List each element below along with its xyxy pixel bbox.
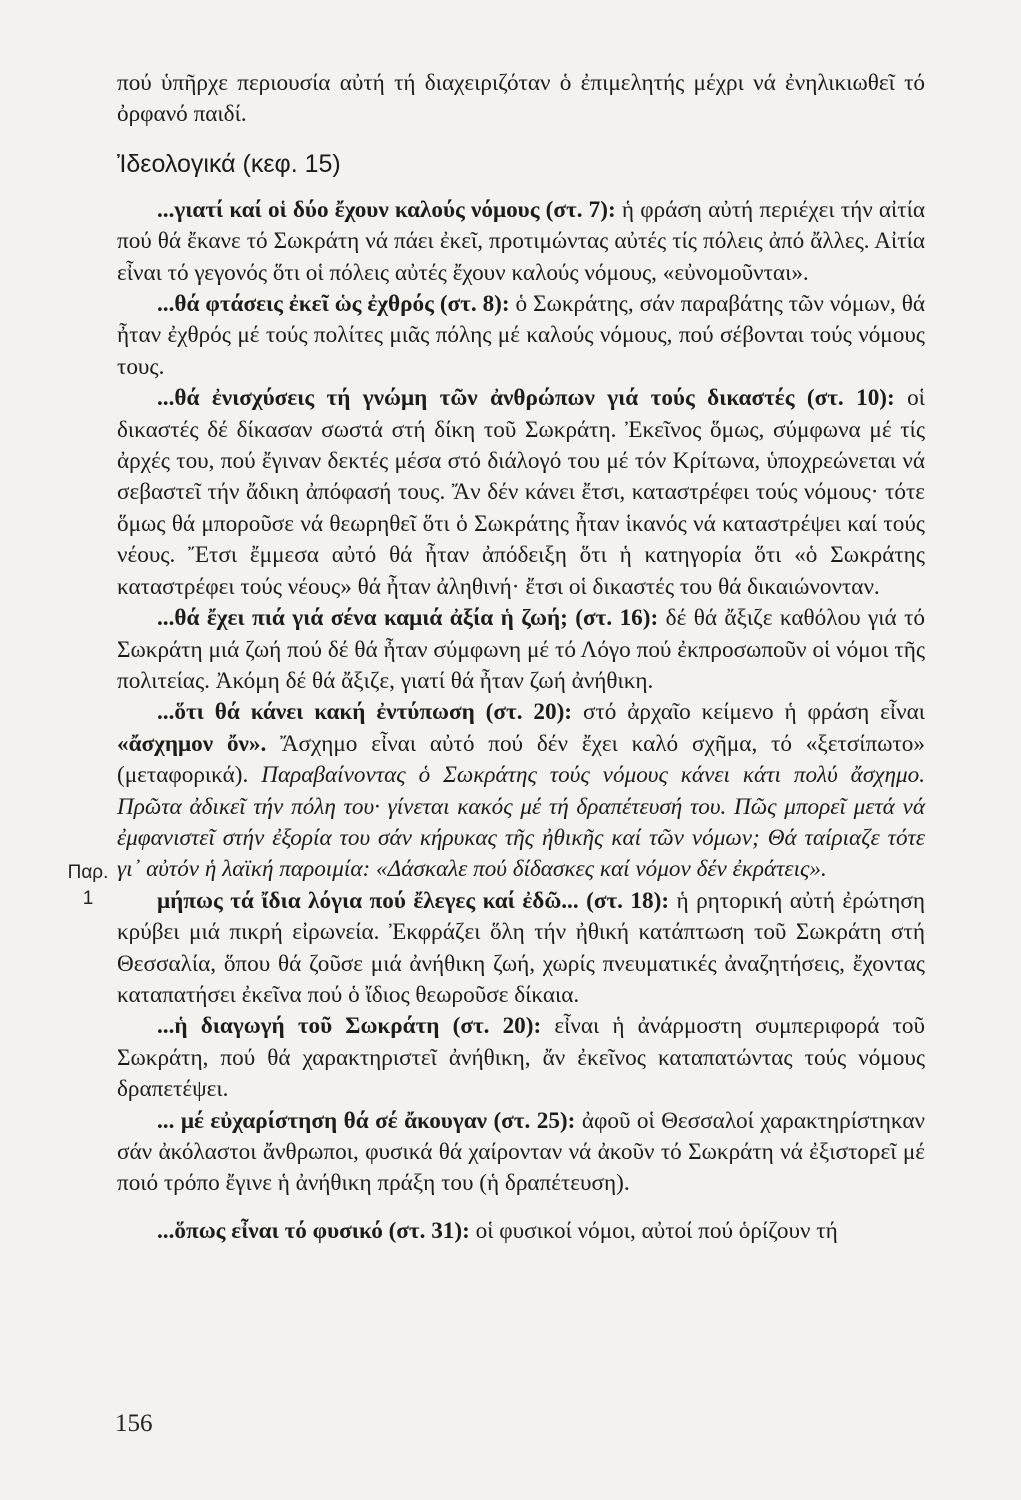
entry-paragraph (117, 697, 925, 885)
page-number: 156 (115, 1410, 153, 1437)
entry-term: ...γιατί καί οἱ δύο ἔχουν καλούς νόμους (στ. 7): (157, 196, 616, 223)
margin-note-label: Παρ. (67, 862, 109, 883)
entry-text: οἱ δικαστές δέ δίκασαν σωστά στή δίκη τοῦ Σωκράτη. Ἐκεῖνος ὅμως, σύμφωνα μέ τίς ἀρχές του, πού ἔγιναν δεκτές μέσα στό διάλογό του μέ τόν Κρίτωνα, ὑποχρεώνεται νά σεβαστεῖ τήν ἄδικη ἀπόφασή τους. Ἄν δέν κάνει ἔτσι, καταστρέφει τούς νόμους· τότε ὅμως θά μποροῦσε νά θεωρηθεῖ ὅτι ὁ Σωκράτης ἦταν ἱκανός νά καταστρέψει καί τούς νέους. Ἔτσι ἔμμεσα αὐτό θά ἦταν ἀπόδειξη ὅτι ἡ κατηγορία ὅτι «ὁ Σωκράτης καταστρέφει τούς νέους» θά ἦταν ἀληθινή· ἔτσι οἱ δικαστές του θά δικαιώνονταν. (117, 385, 925, 600)
entry-text: οἱ φυσικοί νόμοι, αὐτοί πού ὁρίζουν τή (469, 1217, 838, 1244)
entry-text: ἀφοῦ οἱ Θεσσαλοί χαρακτηρίστηκαν σάν ἀκόλαστοι ἄνθρωποι, φυσικά θά χαίρονταν νά ἀκοῦν τό Σωκράτη νά ἐξιστορεῖ μέ ποιό τρόπο ἔγινε ἡ ἀνήθικη πράξη του (ἡ δραπέτευση). (117, 1107, 925, 1197)
entry-text: δέ θά ἄξιζε καθόλου γιά τό Σωκράτη μιά ζωή πού δέ θά ἦταν σύμφωνη μέ τό Λόγο πού ἐκπροσωποῦν οἱ νόμοι τῆς πολιτείας. Ἀκόμη δέ θά ἄξιζε, γιατί θά ἦταν ζωή ἀνήθικη. (117, 605, 925, 694)
entry-term: ...ὅπως εἶναι τό φυσικό (στ. 31): (157, 1217, 470, 1244)
entry-term: ...ὅτι θά κάνει κακή ἐντύπωση (στ. 20): (157, 699, 573, 726)
entry-text-continued: Ἄσχημο εἶναι αὐτό πού δέν ἔχει καλό σχῆμα, τό «ξετσίπωτο» (μεταφορικά). (117, 730, 925, 789)
entry-term: ...ἡ διαγωγή τοῦ Σωκράτη (στ. 20): (157, 1013, 542, 1040)
continuation-paragraph: πού ὑπῆρχε περιουσία αὐτή τή διαχειριζόταν ὁ ἐπιμελητής μέχρι νά ἐνηλικιωθεῖ τό ὀρφανό παιδί. (117, 70, 925, 128)
entry-text: ὁ Σωκράτης, σάν παραβάτης τῶν νόμων, θά ἦταν ἐχθρός μέ τούς πολίτες μιᾶς πόλης μέ καλούς νόμους, πού σέβονται τούς νόμους τους. (117, 291, 925, 380)
entry-term: ... μέ εὐχαρίστηση θά σέ ἄκουγαν (στ. 25): (157, 1107, 576, 1134)
entry-paragraph (117, 289, 925, 383)
margin-note (64, 860, 112, 912)
entry-term-quote: «ἄσχημον ὄν». (117, 730, 267, 757)
entry-italic-text: Παραβαίνοντας ὁ Σωκράτης τούς νόμους κάνει κάτι πολύ ἄσχημο. Πρῶτα ἀδικεῖ τήν πόλη του· γίνεται κακός μέ τή δραπέτευσή του. Πῶς μπορεῖ μετά νά ἐμφανιστεῖ στήν ἐξορία του σάν κήρυκας τῆς ἠθικῆς καί τῶν νόμων; Θά ταίριαζε τότε γι᾽ αὐτόν ἡ λαϊκή παροιμία: «Δάσκαλε πού δίδασκες καί νόμον δέν ἐκράτεις». (117, 762, 925, 883)
entry-term: ...θά φτάσεις ἐκεῖ ὡς ἐχθρός (στ. 8): (157, 291, 510, 318)
entry-paragraph (117, 1106, 925, 1200)
entry-term: ...θά ἐνισχύσεις τή γνώμη τῶν ἀνθρώπων γιά τούς δικαστές (στ. 10): (157, 385, 895, 412)
entry-paragraph (117, 383, 925, 603)
entry-term: ...θά ἔχει πιά γιά σένα καμιά ἀξία ἡ ζωή; (στ. 16): (157, 605, 659, 632)
entry-text: στό ἀρχαῖο κείμενο ἡ φράση εἶναι (572, 699, 925, 726)
entry-paragraph (117, 1216, 925, 1247)
entry-text: ἡ φράση αὐτή περιέχει τήν αἰτία πού θά ἔκανε τό Σωκράτη νά πάει ἐκεῖ, προτιμώντας αὐτές τίς πόλεις ἀπό ἄλλες. Αἰτία εἶναι τό γεγονός ὅτι οἱ πόλεις αὐτές ἔχουν καλούς νόμους, «εὐνομοῦνται». (117, 196, 925, 286)
body-text (117, 68, 925, 1247)
entry-paragraph (117, 1011, 925, 1105)
entry-text: ἡ ρητορική αὐτή ἐρώτηση κρύβει μιά πικρή εἰρωνεία. Ἐκφράζει ὅλη τήν ἠθική κατάπτωση τοῦ Σωκράτη στή Θεσσαλία, ὅπου θά ζοῦσε μιά ἀνήθικη ζωή, χωρίς πνευματικές ἀναζητήσεις, ἔχοντας καταπατήσει ἐκεῖνα πού ὁ ἴδιος θεωροῦσε δίκαια. (117, 887, 925, 1008)
entry-term: μήπως τά ἴδια λόγια πού ἔλεγες καί ἐδῶ... (στ. 18): (157, 887, 670, 914)
section-heading: Ἰδεολογικά (κεφ. 15) (117, 149, 341, 178)
margin-note-number: 1 (82, 888, 94, 909)
entry-paragraph (117, 886, 925, 1012)
entry-paragraph (117, 195, 925, 289)
entry-paragraph (117, 603, 925, 697)
entry-text: εἶναι ἡ ἀνάρμοστη συμπεριφορά τοῦ Σωκράτη, πού θά χαρακτηριστεῖ ἀνήθικη, ἄν ἐκεῖνος καταπατώντας τούς νόμους δραπετέψει. (117, 1013, 925, 1103)
